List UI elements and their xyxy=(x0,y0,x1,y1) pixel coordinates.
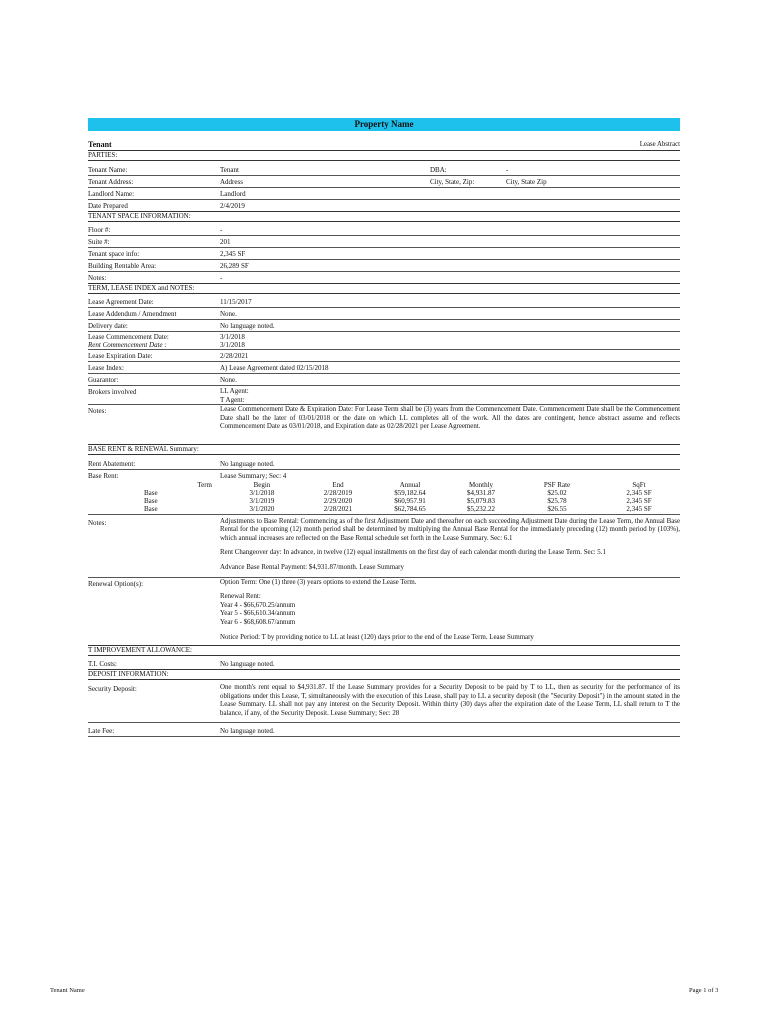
lease-abstract-page xyxy=(88,118,680,737)
value-expiration: 2/28/2021 xyxy=(220,352,249,360)
label-rent-commencement: Rent Commencement Date : xyxy=(88,341,167,349)
value-rent-commencement: 3/1/2018 xyxy=(220,341,245,349)
section-rent: BASE RENT & RENEWAL Summary: xyxy=(88,445,680,455)
property-name-title: Property Name xyxy=(88,118,680,131)
cell-annual: $59,182.64 xyxy=(394,488,426,497)
tenant-header xyxy=(88,140,680,151)
label-suite: Suite #: xyxy=(88,238,110,246)
cell-psf: $26.55 xyxy=(547,505,567,514)
label-delivery: Delivery date: xyxy=(88,322,128,330)
row-tenant-address xyxy=(88,176,680,188)
row-commencement xyxy=(88,332,680,350)
value-space-info: 2,345 SF xyxy=(220,250,246,258)
value-abatement: No language noted. xyxy=(220,459,275,468)
label-base-rent: Base Rent: xyxy=(88,471,119,480)
rent-notes-changeover: Rent Changeover day: In advance, in twelve (12) equal installments on the first day of each calendar month during the Lease Term. Sec: 5.1 xyxy=(220,549,606,557)
value-ti-costs: No language noted. xyxy=(220,660,275,669)
renewal-option-term: Option Term: One (1) three (3) years options to extend the Lease Term. xyxy=(220,578,417,586)
value-commencement: 3/1/2018 xyxy=(220,333,245,341)
row-base-rent xyxy=(88,470,680,481)
value-city: City, State Zip xyxy=(506,178,547,186)
renewal-rent-label: Renewal Rent: xyxy=(220,593,261,601)
label-date-prepared: Date Prepared xyxy=(88,202,128,210)
col-end: End xyxy=(332,480,344,489)
row-security-deposit xyxy=(88,683,680,722)
label-guarantor: Guarantor: xyxy=(88,376,119,384)
label-commencement: Lease Commencement Date: xyxy=(88,333,169,341)
row-guarantor xyxy=(88,374,680,386)
col-annual: Annual xyxy=(399,480,421,489)
row-landlord xyxy=(88,188,680,200)
table-row xyxy=(88,497,680,505)
value-addendum: None. xyxy=(220,310,237,318)
cell-begin: 3/1/2019 xyxy=(249,497,275,506)
label-building-area: Building Rentable Area: xyxy=(88,262,157,270)
label-space-info: Tenant space info: xyxy=(88,250,140,258)
label-space-notes: Notes: xyxy=(88,274,107,282)
label-lease-index: Lease Index: xyxy=(88,364,124,372)
label-brokers: Brokers involved xyxy=(88,388,137,396)
label-agreement-date: Lease Agreement Date: xyxy=(88,298,154,306)
label-term-notes: Notes: xyxy=(88,407,107,415)
value-guarantor: None. xyxy=(220,376,237,384)
cell-psf: $25.02 xyxy=(547,488,567,497)
col-begin: Begin xyxy=(253,480,271,489)
value-lease-index: A) Lease Agreement dated 02/15/2018 xyxy=(220,364,329,372)
cell-monthly: $5,232.22 xyxy=(467,505,495,514)
label-late-fee: Late Fee: xyxy=(88,726,115,735)
cell-end: 2/28/2019 xyxy=(323,488,353,497)
cell-term: Base xyxy=(144,497,158,506)
col-sqft: SqFt xyxy=(632,480,646,489)
value-term-notes: Lease Commencement Date & Expiration Date: For Lease Term shall be (3) years from the Commencement Date. Commencement Date shall be the Commencement Date shall be the later of 03/01/2018 or the date on which LL completes all of the work. All the dates are contingent, hence abstract assume and reflects Commencement Date as 03/01/2018, and Expiration date as 02/28/2021 per Lease Agreement. xyxy=(220,406,680,431)
value-building-area: 26,289 SF xyxy=(220,262,249,270)
footer-tenant-name: Tenant Name xyxy=(50,987,85,994)
label-city: City, State, Zip: xyxy=(430,178,475,186)
label-expiration: Lease Expiration Date: xyxy=(88,352,153,360)
value-landlord: Landlord xyxy=(220,190,246,198)
row-renewal xyxy=(88,578,680,647)
section-deposit: DEPOSIT INFORMATION: xyxy=(88,670,680,680)
abstract-label: Lease Abstract xyxy=(639,141,680,148)
value-delivery: No language noted. xyxy=(220,322,275,330)
row-addendum xyxy=(88,308,680,320)
col-monthly: Monthly xyxy=(468,480,494,489)
section-parties: PARTIES: xyxy=(88,151,680,161)
row-building-area xyxy=(88,260,680,272)
value-ll-agent: LL Agent: xyxy=(220,387,249,395)
col-term: Term xyxy=(197,480,212,489)
section-space: TENANT SPACE INFORMATION: xyxy=(88,212,680,222)
cell-end: 2/28/2021 xyxy=(323,505,353,514)
row-rent-notes xyxy=(88,515,680,578)
cell-term: Base xyxy=(144,488,158,497)
cell-begin: 3/1/2020 xyxy=(249,505,275,514)
base-rent-table xyxy=(88,481,680,515)
row-brokers xyxy=(88,386,680,405)
rent-notes-adjustments: Adjustments to Base Rental: Commencing as of the first Adjustment Date and thereafter on each succeeding Adjustment Date during the Lease Term, the Annual Base Rental for the upcoming (12) month period shall be determined by multiplying the Annual Base Rental for the immediately preceding (12) month period by (103%), which annual increases are reflected on the Base Rental schedule set forth in the Lease Summary. Sec: 6.1 xyxy=(220,517,680,542)
row-term-notes xyxy=(88,405,680,444)
section-term: TERM, LEASE INDEX and NOTES: xyxy=(88,284,680,294)
cell-term: Base xyxy=(144,505,158,514)
label-addendum: Lease Addendum / Amendment xyxy=(88,310,177,318)
col-psf: PSF Rate xyxy=(543,480,571,489)
renewal-year-4: Year 4 - $66,670.25/annum xyxy=(220,601,296,609)
cell-end: 2/29/2020 xyxy=(323,497,353,506)
row-agreement-date xyxy=(88,296,680,308)
row-floor xyxy=(88,224,680,236)
label-ti-costs: T.I. Costs: xyxy=(88,660,117,669)
renewal-notice-period: Notice Period: T by providing notice to LL at least (120) days prior to the end of the Lease Term. Lease Summary xyxy=(220,633,534,641)
label-floor: Floor #: xyxy=(88,226,111,234)
cell-sqft: 2,345 SF xyxy=(626,497,652,506)
row-lease-index xyxy=(88,362,680,374)
value-t-agent: T Agent: xyxy=(220,395,245,404)
value-late-fee: No language noted. xyxy=(220,726,275,735)
row-space-notes xyxy=(88,272,680,284)
label-tenant-name: Tenant Name: xyxy=(88,166,128,174)
cell-annual: $62,784.65 xyxy=(394,505,426,514)
row-abatement xyxy=(88,458,680,470)
cell-sqft: 2,345 SF xyxy=(626,488,652,497)
value-tenant-name: Tenant xyxy=(220,166,239,174)
row-late-fee xyxy=(88,725,680,737)
value-tenant-address: Address xyxy=(220,178,243,186)
renewal-year-6: Year 6 - $68,608.67/annum xyxy=(220,618,296,626)
label-abatement: Rent Abatement: xyxy=(88,459,136,468)
row-suite xyxy=(88,236,680,248)
cell-monthly: $5,079.83 xyxy=(467,497,495,506)
cell-monthly: $4,931.87 xyxy=(467,488,495,497)
table-row xyxy=(88,505,680,514)
rent-table-header xyxy=(88,481,680,489)
section-ti: T IMPROVEMENT ALLOWANCE: xyxy=(88,646,680,656)
value-space-notes: - xyxy=(220,274,223,282)
value-date-prepared: 2/4/2019 xyxy=(220,202,245,210)
cell-begin: 3/1/2018 xyxy=(249,488,275,497)
value-suite: 201 xyxy=(220,238,231,246)
tenant-title: Tenant xyxy=(88,140,112,149)
value-base-rent-ref: Lease Summary; Sec: 4 xyxy=(220,471,287,480)
value-security-deposit: One month's rent equal to $4,931.87. If the Lease Summary provides for a Security Deposit to be paid by T to LL, then as security for the performance of its obligations under this Lease, T, simultaneously with the execution of this Lease, shall pay to LL a security deposit (the "Security Deposit") in the amount stated in the Lease Summary. LL shall not pay any interest on the Security Deposit. Within thirty (30) days after the expiration date of the Lease Term, LL shall return to T the balance, if any, of the Security Deposit. Lease Summary; Sec: 28 xyxy=(220,684,680,717)
row-delivery xyxy=(88,320,680,332)
value-dba: - xyxy=(506,166,509,174)
row-ti-costs xyxy=(88,658,680,670)
rent-notes-advance: Advance Base Rental Payment: $4,931.87/month. Lease Summary xyxy=(220,563,404,571)
label-tenant-address: Tenant Address: xyxy=(88,178,134,186)
row-tenant-name xyxy=(88,164,680,176)
label-renewal: Renewal Option(s): xyxy=(88,579,144,588)
cell-annual: $60,957.91 xyxy=(394,497,426,506)
label-rent-notes: Notes: xyxy=(88,518,107,527)
cell-sqft: 2,345 SF xyxy=(626,505,652,514)
label-dba: DBA: xyxy=(430,166,447,174)
row-space-info xyxy=(88,248,680,260)
cell-psf: $25.78 xyxy=(547,497,567,506)
row-date-prepared xyxy=(88,200,680,212)
footer-page-number: Page 1 of 3 xyxy=(689,987,719,994)
label-security-deposit: Security Deposit: xyxy=(88,685,137,694)
value-agreement-date: 11/15/2017 xyxy=(220,298,252,306)
value-floor: - xyxy=(220,226,223,234)
row-expiration xyxy=(88,350,680,362)
label-landlord: Landlord Name: xyxy=(88,190,135,198)
table-row xyxy=(88,489,680,497)
renewal-year-5: Year 5 - $66,610.34/annum xyxy=(220,610,296,618)
